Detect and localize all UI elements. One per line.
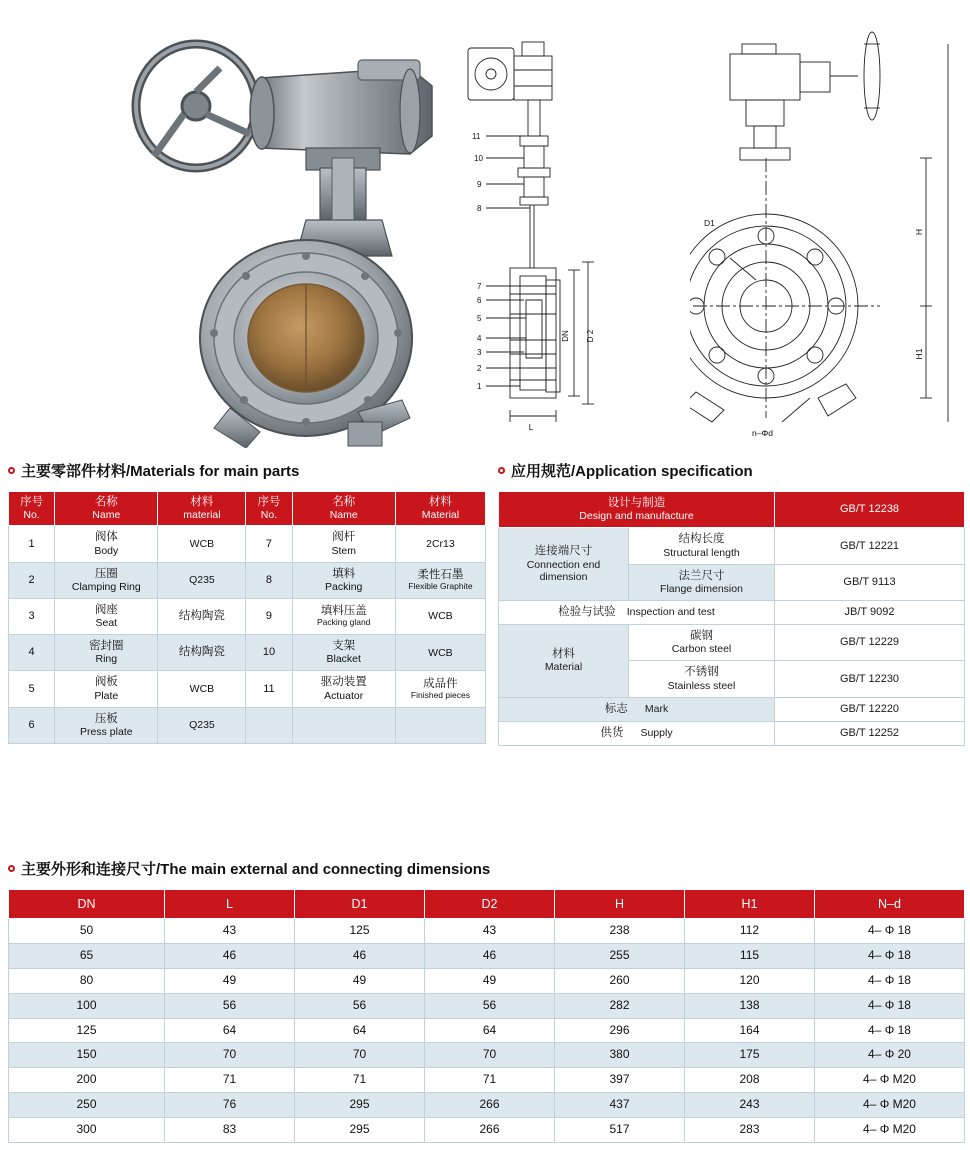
appspec-heading	[498, 460, 964, 481]
svg-text:11: 11	[472, 132, 481, 141]
cell-material	[395, 598, 485, 634]
col-d2: D2	[425, 890, 555, 919]
cell-name-en: Clamping Ring	[71, 580, 141, 593]
col-name-2-en: Name	[329, 509, 358, 522]
valve-body	[200, 240, 412, 448]
col-h1: H1	[685, 890, 815, 919]
sub-item-cn: 法兰尺寸	[678, 569, 725, 582]
cell-d2: 49	[425, 968, 555, 993]
cell-d1: 295	[295, 1092, 425, 1117]
cell-d1: 125	[295, 919, 425, 944]
cell-material	[158, 562, 246, 598]
sub-item	[629, 625, 775, 661]
material-cn: 材料	[552, 648, 575, 661]
cell-material	[158, 707, 246, 743]
cell-l: 83	[165, 1117, 295, 1142]
cell-name-en: Stem	[331, 544, 356, 557]
cell-empty	[395, 707, 485, 743]
svg-text:8: 8	[477, 204, 482, 213]
cell-no: 11	[246, 671, 292, 707]
table-row	[9, 1092, 965, 1117]
cell-material-en: Q235	[189, 719, 215, 732]
col-name-1-en: Name	[92, 509, 121, 522]
cell-material-en: WCB	[189, 683, 215, 696]
cell-empty	[246, 707, 292, 743]
cell-h1: 283	[685, 1117, 815, 1142]
sub-item-en: Carbon steel	[671, 643, 732, 656]
col-material-1	[158, 492, 246, 526]
sub-item-cn: 不锈钢	[684, 666, 719, 679]
cell-name-cn: 填料	[332, 567, 356, 580]
cell-name	[292, 635, 395, 671]
materials-heading-text: 主要零部件材料/Materials for main parts	[21, 463, 300, 480]
cell-dn: 150	[9, 1043, 165, 1068]
cell-name-cn: 填料压盖	[320, 604, 367, 617]
svg-text:n–Φd: n–Φd	[752, 428, 773, 438]
cell-nd: 4– Φ M20	[815, 1092, 965, 1117]
col-material-2-en: Material	[421, 509, 460, 522]
dimensions-heading	[8, 858, 964, 879]
cell-l: 56	[165, 993, 295, 1018]
design-manufacture-header	[499, 492, 775, 528]
supply-cn: 供货	[600, 726, 624, 739]
materials-heading	[8, 460, 486, 481]
cell-d2: 266	[425, 1117, 555, 1142]
cell-l: 43	[165, 919, 295, 944]
cell-material-en: Flexible Graphite	[408, 580, 473, 591]
cell-name-en: Ring	[95, 653, 118, 666]
standard-value: GB/T 9113	[775, 564, 965, 600]
materials-table	[8, 491, 486, 744]
appspec-section	[498, 460, 964, 746]
standard-header: GB/T 12238	[775, 492, 965, 528]
cell-name	[55, 598, 158, 634]
cell-d1: 295	[295, 1117, 425, 1142]
cell-no: 4	[9, 635, 55, 671]
svg-text:7: 7	[477, 282, 482, 291]
table-row	[9, 919, 965, 944]
sub-item	[629, 661, 775, 697]
cell-name	[292, 671, 395, 707]
cell-d1: 56	[295, 993, 425, 1018]
cell-dn: 65	[9, 944, 165, 969]
table-row	[9, 1068, 965, 1093]
svg-text:9: 9	[477, 180, 482, 189]
cell-h1: 243	[685, 1092, 815, 1117]
cell-name	[55, 635, 158, 671]
cell-material	[158, 598, 246, 634]
front-view-drawing	[690, 18, 970, 438]
cell-d1: 49	[295, 968, 425, 993]
cell-h1: 164	[685, 1018, 815, 1043]
inspection-test-en: Inspection and test	[626, 605, 715, 618]
cell-name-en: Packing gland	[317, 617, 371, 628]
svg-text:H: H	[914, 228, 924, 236]
cell-name-en: Seat	[95, 617, 118, 630]
cell-name-cn: 支架	[332, 640, 356, 653]
svg-text:3: 3	[477, 348, 482, 357]
svg-text:4: 4	[477, 334, 482, 343]
table-row	[9, 944, 965, 969]
col-material-1-en: material	[183, 509, 221, 522]
mark-cn: 标志	[604, 702, 628, 715]
table-row	[499, 600, 965, 624]
cell-d2: 64	[425, 1018, 555, 1043]
svg-text:L: L	[528, 423, 534, 432]
cell-no: 5	[9, 671, 55, 707]
handwheel	[136, 44, 256, 168]
cell-l: 64	[165, 1018, 295, 1043]
cell-name	[292, 598, 395, 634]
col-no-2	[246, 492, 292, 526]
cell-nd: 4– Φ 18	[815, 919, 965, 944]
svg-text:H1: H1	[914, 348, 924, 360]
cell-h: 296	[555, 1018, 685, 1043]
gearbox	[250, 60, 432, 170]
cell-h1: 120	[685, 968, 815, 993]
cell-nd: 4– Φ 18	[815, 944, 965, 969]
cell-no: 8	[246, 562, 292, 598]
sub-item-en: Structural length	[663, 546, 740, 559]
cell-material	[395, 562, 485, 598]
sub-item-cn: 碳钢	[690, 630, 713, 643]
cell-nd: 4– Φ M20	[815, 1117, 965, 1142]
cell-h: 260	[555, 968, 685, 993]
cell-d2: 43	[425, 919, 555, 944]
cell-name-en: Packing	[325, 580, 363, 593]
cell-d1: 64	[295, 1018, 425, 1043]
cell-h: 238	[555, 919, 685, 944]
cell-material	[395, 635, 485, 671]
svg-text:5: 5	[477, 314, 482, 323]
cell-material-cn: 成品件	[423, 677, 458, 690]
standard-value: GB/T 12229	[775, 625, 965, 661]
cell-d1: 70	[295, 1043, 425, 1068]
cell-material-en: Finished pieces	[410, 689, 470, 700]
cell-material-en: WCB	[189, 537, 215, 550]
cell-material-cn: 柔性石墨	[417, 568, 464, 581]
cell-nd: 4– Φ 18	[815, 993, 965, 1018]
cell-d2: 56	[425, 993, 555, 1018]
standard-value: JB/T 9092	[775, 600, 965, 624]
bullet-icon	[8, 467, 15, 474]
svg-text:6: 6	[477, 296, 482, 305]
cell-name-en: Plate	[94, 689, 119, 702]
mark-cell	[499, 697, 775, 721]
dimensions-section	[8, 858, 964, 1143]
col-name-2	[292, 492, 395, 526]
sub-item	[629, 528, 775, 564]
cell-material	[158, 635, 246, 671]
bullet-icon	[8, 865, 15, 872]
section-drawing	[450, 18, 690, 438]
col-no-1	[9, 492, 55, 526]
col-material-2	[395, 492, 485, 526]
cell-name-cn: 阀体	[94, 531, 118, 544]
cell-material-en: 2Cr13	[426, 537, 455, 550]
cell-no: 7	[246, 526, 292, 562]
cell-l: 46	[165, 944, 295, 969]
material-cell	[499, 625, 629, 698]
materials-header-row	[9, 492, 486, 526]
table-row	[9, 635, 486, 671]
col-d1: D1	[295, 890, 425, 919]
table-row	[9, 993, 965, 1018]
sub-item	[629, 564, 775, 600]
cell-no: 10	[246, 635, 292, 671]
sub-item-cn: 结构长度	[678, 533, 725, 546]
cell-no: 1	[9, 526, 55, 562]
cell-name-en: Actuator	[324, 689, 364, 702]
col-name-1-cn: 名称	[94, 496, 118, 508]
svg-text:2: 2	[477, 364, 482, 373]
cell-name-en: Body	[94, 544, 119, 557]
col-name-1	[55, 492, 158, 526]
illustration-area	[0, 0, 970, 450]
col-h: H	[555, 890, 685, 919]
cell-h: 437	[555, 1092, 685, 1117]
cell-nd: 4– Φ M20	[815, 1068, 965, 1093]
cell-d2: 266	[425, 1092, 555, 1117]
cell-dn: 100	[9, 993, 165, 1018]
materials-section	[8, 460, 486, 744]
cell-material-en: Q235	[189, 574, 215, 587]
cell-name-cn: 阀杆	[332, 531, 356, 544]
standard-value: GB/T 12220	[775, 697, 965, 721]
appspec-heading-text: 应用规范/Application specification	[511, 463, 753, 480]
cell-dn: 300	[9, 1117, 165, 1142]
cell-h: 517	[555, 1117, 685, 1142]
cell-l: 49	[165, 968, 295, 993]
cell-d1: 71	[295, 1068, 425, 1093]
cell-h1: 138	[685, 993, 815, 1018]
design-manufacture-cn: 设计与制造	[607, 497, 666, 509]
cell-material-cn: 结构陶瓷	[178, 646, 225, 659]
supply-cell	[499, 721, 775, 745]
inspection-test-cell	[499, 600, 775, 624]
cell-no: 6	[9, 707, 55, 743]
col-l: L	[165, 890, 295, 919]
cell-empty	[292, 707, 395, 743]
cell-l: 71	[165, 1068, 295, 1093]
cell-no: 9	[246, 598, 292, 634]
cell-name	[55, 707, 158, 743]
col-dn: DN	[9, 890, 165, 919]
col-no-1-cn: 序号	[20, 496, 44, 508]
bullet-icon	[498, 467, 505, 474]
appspec-header-row	[499, 492, 965, 528]
table-row	[9, 707, 486, 743]
cell-name	[55, 526, 158, 562]
table-row	[499, 625, 965, 661]
cell-name-cn: 压圈	[94, 567, 118, 580]
design-manufacture-en: Design and manufacture	[579, 510, 694, 523]
col-no-2-en: No.	[260, 509, 278, 522]
svg-text:D1: D1	[704, 218, 715, 228]
valve-photo	[110, 8, 440, 448]
cell-l: 76	[165, 1092, 295, 1117]
cell-h1: 115	[685, 944, 815, 969]
cell-dn: 125	[9, 1018, 165, 1043]
supply-en: Supply	[640, 726, 673, 739]
cell-d2: 46	[425, 944, 555, 969]
table-row	[9, 968, 965, 993]
cell-h: 282	[555, 993, 685, 1018]
col-no-2-cn: 序号	[257, 496, 281, 508]
cell-nd: 4– Φ 18	[815, 1018, 965, 1043]
cell-material-en: WCB	[428, 610, 453, 623]
cell-material	[395, 526, 485, 562]
cell-name	[292, 526, 395, 562]
cell-material	[158, 671, 246, 707]
standard-value: GB/T 12252	[775, 721, 965, 745]
cell-name-en: Press plate	[80, 725, 133, 738]
cell-h1: 175	[685, 1043, 815, 1068]
svg-text:DN: DN	[561, 330, 570, 342]
cell-material	[158, 526, 246, 562]
table-row	[9, 1117, 965, 1142]
svg-text:10: 10	[474, 154, 483, 163]
cell-name-cn: 密封圈	[89, 640, 124, 653]
cell-name	[55, 562, 158, 598]
cell-name-cn: 压板	[94, 712, 118, 725]
col-material-1-cn: 材料	[190, 496, 214, 508]
cell-h1: 208	[685, 1068, 815, 1093]
cell-name-cn: 阀座	[94, 603, 118, 616]
material-en: Material	[544, 661, 583, 674]
connection-end-cn: 连接端尺寸	[534, 545, 593, 558]
col-nd: N–d	[815, 890, 965, 919]
cell-material-en: WCB	[428, 646, 453, 659]
cell-dn: 200	[9, 1068, 165, 1093]
col-no-1-en: No.	[23, 509, 40, 522]
cell-nd: 4– Φ 20	[815, 1043, 965, 1068]
table-row	[9, 1043, 965, 1068]
cell-name	[292, 562, 395, 598]
table-row	[499, 697, 965, 721]
cell-dn: 50	[9, 919, 165, 944]
sub-item-en: Flange dimension	[660, 582, 743, 595]
table-row	[9, 1018, 965, 1043]
dimensions-heading-text: 主要外形和连接尺寸/The main external and connecting dimensions	[21, 861, 491, 878]
mark-en: Mark	[644, 702, 669, 715]
table-row	[9, 562, 486, 598]
cell-dn: 80	[9, 968, 165, 993]
col-material-2-cn: 材料	[428, 496, 452, 508]
sub-item-en: Stainless steel	[667, 679, 736, 692]
standard-value: GB/T 12230	[775, 661, 965, 697]
cell-name-cn: 驱动装置	[320, 676, 367, 689]
connection-end-en: Connection end dimension	[526, 558, 601, 583]
cell-nd: 4– Φ 18	[815, 968, 965, 993]
col-name-2-cn: 名称	[332, 496, 356, 508]
cell-d2: 71	[425, 1068, 555, 1093]
svg-text:D 2: D 2	[586, 329, 595, 343]
cell-l: 70	[165, 1043, 295, 1068]
cell-h: 397	[555, 1068, 685, 1093]
table-row	[9, 671, 486, 707]
cell-dn: 250	[9, 1092, 165, 1117]
cell-h: 380	[555, 1043, 685, 1068]
cell-material-cn: 结构陶瓷	[178, 609, 225, 622]
inspection-test-cn: 检验与试验	[558, 605, 616, 618]
svg-text:1: 1	[477, 382, 482, 391]
dimensions-table	[8, 889, 965, 1143]
cell-no: 3	[9, 598, 55, 634]
cell-h: 255	[555, 944, 685, 969]
cell-name-cn: 阀板	[94, 676, 118, 689]
cell-name	[55, 671, 158, 707]
application-spec-table	[498, 491, 965, 746]
cell-material	[395, 671, 485, 707]
dimensions-header-row	[9, 890, 965, 919]
connection-end-cell	[499, 528, 629, 601]
table-row	[499, 721, 965, 745]
cell-d1: 46	[295, 944, 425, 969]
cell-d2: 70	[425, 1043, 555, 1068]
standard-value: GB/T 12221	[775, 528, 965, 564]
table-row	[499, 528, 965, 564]
table-row	[9, 526, 486, 562]
cell-h1: 112	[685, 919, 815, 944]
cell-name-en: Blacket	[326, 653, 361, 666]
cell-no: 2	[9, 562, 55, 598]
table-row	[9, 598, 486, 634]
